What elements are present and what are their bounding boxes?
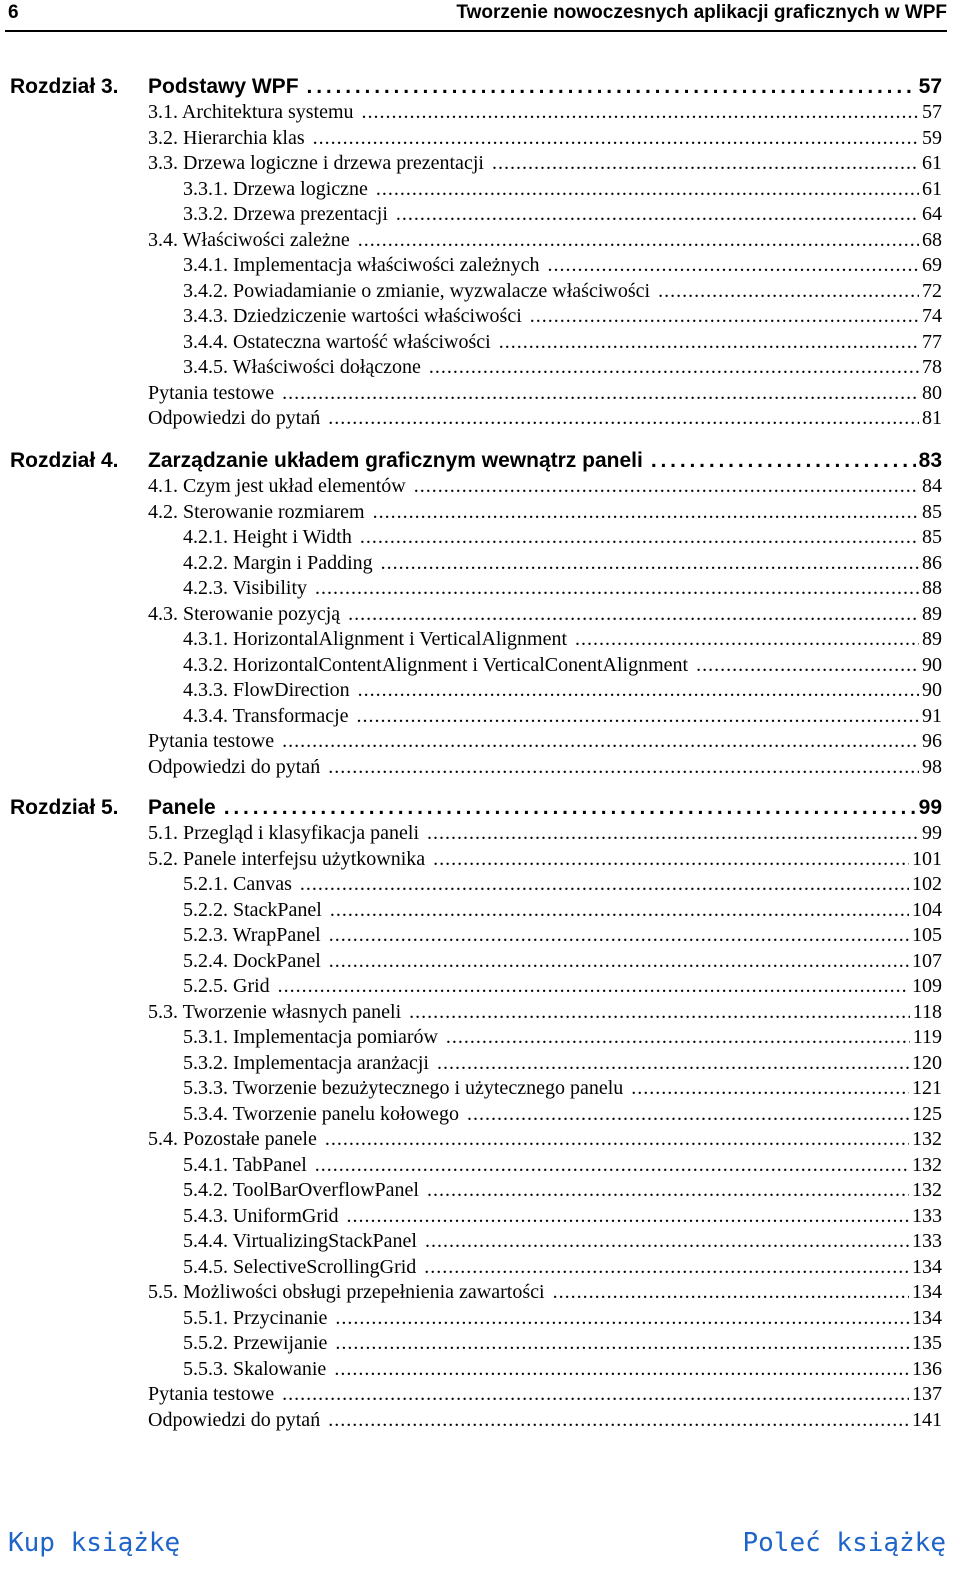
dot-leader [696, 653, 919, 678]
toc-entry[interactable] [183, 330, 942, 355]
toc-entry[interactable] [183, 1025, 942, 1050]
dot-leader [409, 1000, 910, 1025]
dot-leader [357, 704, 919, 729]
toc-entry[interactable] [148, 847, 942, 872]
chapter-title: Podstawy WPF [148, 75, 299, 98]
entry-page: 88 [922, 577, 942, 599]
entry-title: Pytania testowe [148, 730, 275, 752]
dot-leader [358, 228, 919, 253]
entry-page: 89 [922, 628, 942, 650]
entry-title: 5.4. Pozostałe panele [148, 1128, 317, 1150]
toc-entry[interactable] [183, 279, 942, 304]
dot-leader [427, 821, 919, 846]
dot-leader [329, 923, 909, 948]
entry-page: 137 [912, 1383, 942, 1405]
entry-title: Odpowiedzi do pytań [148, 407, 321, 429]
entry-page: 74 [922, 305, 942, 327]
dot-leader [446, 1025, 910, 1050]
toc-entry[interactable] [148, 474, 942, 499]
dot-leader [414, 474, 919, 499]
dot-leader [376, 177, 919, 202]
dot-leader [360, 525, 919, 550]
toc-entry[interactable] [148, 1382, 942, 1407]
recommend-book-link[interactable]: Poleć książkę [742, 1528, 946, 1558]
entry-title: 4.2.1. Height i Width [183, 526, 352, 548]
dot-leader [530, 304, 919, 329]
entry-page: 90 [922, 653, 942, 676]
dot-leader [347, 1204, 909, 1229]
dot-leader [425, 1229, 909, 1254]
toc-entry[interactable] [183, 355, 942, 380]
entry-title: Pytania testowe [148, 1383, 275, 1405]
entry-page: 125 [912, 1102, 942, 1125]
entry-title: 5.5.3. Skalowanie [183, 1357, 327, 1380]
dot-leader [362, 100, 919, 125]
entry-page: 98 [922, 755, 942, 778]
chapter-page: 57 [918, 75, 942, 98]
entry-page: 85 [922, 500, 942, 523]
entry-title: 5.4.5. SelectiveScrollingGrid [183, 1255, 417, 1278]
dot-leader [437, 1051, 909, 1076]
toc-entry[interactable] [148, 755, 942, 780]
toc-entry[interactable] [183, 704, 942, 729]
entry-page: 96 [922, 730, 942, 752]
toc-entry[interactable] [183, 1331, 942, 1356]
entry-title: 4.2.3. Visibility [183, 577, 308, 599]
entry-title: 3.4.5. Właściwości dołączone [183, 356, 421, 378]
dot-leader [575, 627, 919, 652]
entry-page: 80 [922, 381, 942, 404]
entry-title: 5.2.3. WrapPanel [183, 924, 321, 946]
toc-entry[interactable] [148, 228, 942, 253]
entry-page: 133 [912, 1230, 942, 1252]
entry-title: 5.2.1. Canvas [183, 873, 292, 895]
toc-entry[interactable] [183, 551, 942, 576]
dot-leader [467, 1102, 909, 1127]
chapter-heading[interactable] [0, 793, 960, 823]
entry-page: 69 [922, 254, 942, 276]
entry-title: 4.3.4. Transformacje [183, 704, 349, 727]
chapter-title: Zarządzanie układem graficznym wewnątrz paneli [148, 449, 643, 472]
entry-page: 134 [912, 1255, 942, 1278]
entry-page: 61 [922, 177, 942, 200]
entry-page: 121 [912, 1077, 942, 1099]
toc-entry[interactable] [183, 202, 942, 227]
entry-page: 120 [912, 1051, 942, 1074]
entry-page: 72 [922, 279, 942, 302]
entry-page: 57 [922, 101, 942, 123]
dot-leader [396, 202, 919, 227]
dot-leader [328, 406, 919, 431]
dot-leader [424, 1255, 909, 1280]
entry-page: 90 [922, 679, 942, 701]
entry-page: 109 [912, 975, 942, 997]
entry-title: 4.2.2. Margin i Padding [183, 551, 373, 574]
toc-entry[interactable] [183, 872, 942, 897]
entry-title: 5.3.1. Implementacja pomiarów [183, 1026, 438, 1048]
entry-page: 132 [912, 1153, 942, 1176]
dot-leader [499, 330, 919, 355]
entry-title: 4.1. Czym jest układ elementów [148, 475, 406, 497]
dot-leader [334, 1357, 909, 1382]
toc-entry[interactable] [183, 576, 942, 601]
entry-title: 4.3.2. HorizontalContentAlignment i VerticalConentAlignment [183, 653, 689, 676]
dot-leader [328, 755, 919, 780]
entry-page: 64 [922, 203, 942, 225]
dot-leader [278, 974, 909, 999]
entry-title: 5.3. Tworzenie własnych paneli [148, 1000, 402, 1023]
entry-title: 4.3.1. HorizontalAlignment i VerticalAlignment [183, 628, 568, 650]
entry-title: 5.4.1. TabPanel [183, 1153, 307, 1176]
entry-page: 78 [922, 356, 942, 378]
toc-entry[interactable] [183, 304, 942, 329]
entry-page: 99 [922, 822, 942, 844]
dot-leader [282, 729, 919, 754]
dot-leader [373, 500, 919, 525]
toc-entry[interactable] [148, 126, 942, 151]
chapter-heading[interactable] [0, 446, 960, 476]
entry-title: Pytania testowe [148, 381, 275, 404]
chapter-label: Rozdział 4. [10, 449, 119, 472]
dot-leader [631, 1076, 909, 1101]
entry-page: 68 [922, 228, 942, 251]
entry-title: 4.3.3. FlowDirection [183, 679, 350, 701]
dot-leader [553, 1280, 909, 1305]
entry-title: 3.1. Architektura systemu [148, 101, 354, 123]
toc-entry[interactable] [183, 949, 942, 974]
entry-page: 81 [922, 407, 942, 429]
entry-title: 3.3. Drzewa logiczne i drzewa prezentacji [148, 152, 484, 174]
entry-page: 132 [912, 1128, 942, 1150]
entry-page: 89 [922, 602, 942, 625]
dot-leader [651, 446, 916, 476]
entry-title: 5.3.4. Tworzenie panelu kołowego [183, 1102, 459, 1125]
dot-leader [307, 72, 916, 102]
entry-page: 107 [912, 949, 942, 972]
toc-entry[interactable] [148, 1000, 942, 1025]
entry-title: 3.4.1. Implementacja właściwości zależnych [183, 254, 540, 276]
dot-leader [282, 381, 919, 406]
entry-title: 3.4.4. Ostateczna wartość właściwości [183, 330, 491, 353]
toc-entry[interactable] [148, 500, 942, 525]
toc-entry[interactable] [148, 151, 942, 176]
entry-page: 132 [912, 1179, 942, 1201]
toc-entry[interactable] [183, 1178, 942, 1203]
entry-page: 141 [912, 1408, 942, 1431]
entry-page: 134 [912, 1281, 942, 1303]
dot-leader [224, 793, 916, 823]
toc-entry[interactable] [183, 525, 942, 550]
entry-page: 101 [912, 847, 942, 870]
entry-title: 5.5.2. Przewijanie [183, 1332, 328, 1354]
entry-title: 5.4.3. UniformGrid [183, 1204, 339, 1227]
toc-entry[interactable] [183, 253, 942, 278]
dot-leader [328, 1408, 909, 1433]
entry-title: 5.1. Przegląd i klasyfikacja paneli [148, 822, 420, 844]
entry-title: 5.5. Możliwości obsługi przepełnienia zawartości [148, 1281, 545, 1303]
dot-leader [335, 1306, 909, 1331]
entry-title: 3.4. Właściwości zależne [148, 228, 350, 251]
dot-leader [429, 355, 919, 380]
chapter-label: Rozdział 5. [10, 796, 119, 819]
entry-page: 105 [912, 924, 942, 946]
dot-leader [315, 1153, 909, 1178]
toc-entry[interactable] [148, 1280, 942, 1305]
entry-page: 118 [912, 1000, 942, 1023]
dot-leader [427, 1178, 909, 1203]
entry-page: 134 [912, 1306, 942, 1329]
toc-entry[interactable] [183, 653, 942, 678]
dot-leader [330, 898, 909, 923]
toc-entry[interactable] [183, 1229, 942, 1254]
entry-title: 5.2.2. StackPanel [183, 898, 322, 921]
toc-entry[interactable] [183, 678, 942, 703]
entry-page: 119 [912, 1026, 942, 1048]
entry-page: 84 [922, 475, 942, 497]
dot-leader [348, 602, 919, 627]
toc-entry[interactable] [148, 729, 942, 754]
dot-leader [658, 279, 919, 304]
toc-entry[interactable] [148, 602, 942, 627]
toc-entry[interactable] [148, 381, 942, 406]
book-title: Tworzenie nowoczesnych aplikacji graficznych w WPF [456, 2, 947, 23]
dot-leader [329, 949, 909, 974]
toc-entry[interactable] [183, 1102, 942, 1127]
toc-entry[interactable] [148, 1127, 942, 1152]
toc-entry[interactable] [183, 974, 942, 999]
entry-page: 104 [912, 898, 942, 921]
entry-title: 5.4.4. VirtualizingStackPanel [183, 1230, 417, 1252]
dot-leader [492, 151, 919, 176]
toc-entry[interactable] [183, 1357, 942, 1382]
entry-page: 136 [912, 1357, 942, 1380]
entry-title: 5.3.2. Implementacja aranżacji [183, 1051, 429, 1074]
chapter-heading[interactable] [0, 72, 960, 102]
entry-page: 91 [922, 704, 942, 727]
entry-title: 3.4.3. Dziedziczenie wartości właściwości [183, 305, 522, 327]
dot-leader [325, 1127, 909, 1152]
entry-page: 77 [922, 330, 942, 353]
toc-entry[interactable] [183, 898, 942, 923]
chapter-page: 83 [918, 449, 942, 472]
dot-leader [300, 872, 909, 897]
entry-page: 133 [912, 1204, 942, 1227]
entry-page: 85 [922, 526, 942, 548]
toc-entry[interactable] [183, 627, 942, 652]
toc-entry[interactable] [148, 1408, 942, 1433]
entry-title: 3.2. Hierarchia klas [148, 126, 305, 149]
chapter-page: 99 [918, 796, 942, 819]
toc-entry[interactable] [183, 923, 942, 948]
entry-title: 5.3.3. Tworzenie bezużytecznego i użytecznego panelu [183, 1077, 624, 1099]
entry-title: Odpowiedzi do pytań [148, 1408, 321, 1431]
entry-title: 3.3.2. Drzewa prezentacji [183, 203, 388, 225]
toc-entry[interactable] [183, 1306, 942, 1331]
dot-leader [548, 253, 919, 278]
dot-leader [315, 576, 919, 601]
toc-entry[interactable] [148, 821, 942, 846]
dot-leader [433, 847, 909, 872]
toc-entry[interactable] [183, 177, 942, 202]
entry-title: 5.2.4. DockPanel [183, 949, 321, 972]
entry-title: 3.4.2. Powiadamianie o zmianie, wyzwalacze właściwości [183, 279, 651, 302]
chapter-title: Panele [148, 796, 216, 819]
entry-title: 5.5.1. Przycinanie [183, 1306, 328, 1329]
entry-title: Odpowiedzi do pytań [148, 755, 321, 778]
toc-entry[interactable] [183, 1255, 942, 1280]
toc-entry[interactable] [148, 100, 942, 125]
dot-leader [335, 1331, 909, 1356]
entry-page: 102 [912, 873, 942, 895]
entry-page: 86 [922, 551, 942, 574]
dot-leader [381, 551, 919, 576]
toc-entry[interactable] [183, 1204, 942, 1229]
page-header [5, 0, 947, 32]
entry-title: 5.2.5. Grid [183, 975, 270, 997]
dot-leader [313, 126, 919, 151]
entry-title: 4.2. Sterowanie rozmiarem [148, 500, 365, 523]
entry-title: 4.3. Sterowanie pozycją [148, 602, 341, 625]
chapter-label: Rozdział 3. [10, 75, 119, 98]
buy-book-link[interactable]: Kup książkę [8, 1528, 181, 1558]
entry-title: 5.2. Panele interfejsu użytkownika [148, 847, 426, 870]
entry-page: 135 [912, 1332, 942, 1354]
entry-page: 59 [922, 126, 942, 149]
toc-entry[interactable] [148, 406, 942, 431]
page-number: 6 [8, 2, 19, 23]
dot-leader [358, 678, 919, 703]
dot-leader [282, 1382, 909, 1407]
toc-entry[interactable] [183, 1076, 942, 1101]
entry-title: 5.4.2. ToolBarOverflowPanel [183, 1179, 419, 1201]
toc-entry[interactable] [183, 1051, 942, 1076]
toc-entry[interactable] [183, 1153, 942, 1178]
entry-page: 61 [922, 152, 942, 174]
entry-title: 3.3.1. Drzewa logiczne [183, 177, 368, 200]
